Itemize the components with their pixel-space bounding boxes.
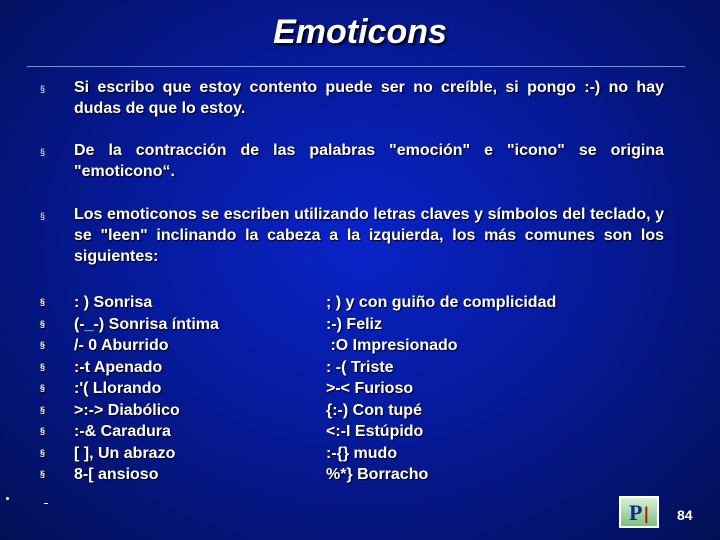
presentation-logo-icon: [619, 496, 659, 528]
list-item: : -( Triste: [326, 358, 394, 376]
bullet-icon: §: [40, 469, 46, 479]
bullet-icon: §: [40, 361, 46, 372]
bullet-icon: §: [40, 404, 46, 415]
bullet-icon: §: [40, 318, 46, 329]
bullet-icon: §: [40, 211, 46, 221]
slide-title: Emoticons: [273, 13, 447, 51]
list-bullets: [40, 292, 45, 486]
bullet-icon: §: [40, 383, 46, 393]
paragraph-3: Los emoticonos se escriben utilizando letras claves y símbolos del teclado, y se "leen" inclinando la cabeza a la izquierda, los más comunes son los siguientes:: [74, 206, 664, 265]
list-item: :-) Feliz: [326, 315, 382, 333]
corner-dot: [6, 497, 9, 500]
list-item: >:-> Diabólico: [74, 401, 180, 419]
paragraph-2: De la contracción de las palabras "emoción" e "icono" se origina "emoticono“.: [74, 142, 664, 180]
list-item: :'( Llorando: [74, 380, 162, 397]
title-divider: [27, 66, 685, 67]
bullet-icon: §: [40, 340, 46, 350]
emoticon-list-right: [326, 292, 556, 486]
paragraph-1: Si escribo que estoy contento puede ser no creíble, si pongo :-) no hay dudas de que lo estoy.: [74, 79, 664, 117]
list-item: (-_-) Sonrisa íntima: [74, 315, 219, 333]
list-item: [ ], Un abrazo: [74, 444, 176, 462]
page-number: 84: [677, 507, 693, 523]
list-item: ; ) y con guiño de complicidad: [326, 294, 557, 311]
list-item: :-t Apenado: [74, 358, 163, 376]
list-item: : ) Sonrisa: [74, 294, 153, 311]
bullet-icon: §: [40, 447, 46, 458]
list-item: :-& Caradura: [74, 423, 171, 440]
list-item: {:-) Con tupé: [326, 401, 422, 419]
list-item: <:-I Estúpido: [326, 423, 424, 440]
list-item: /- 0 Aburrido: [74, 337, 169, 354]
list-item: 8-[ ansioso: [74, 466, 159, 483]
bullet-icon: §: [40, 426, 46, 436]
list-item: %*} Borracho: [326, 466, 429, 483]
bullet-icon: §: [40, 147, 46, 157]
list-item: :-{} mudo: [326, 444, 398, 462]
logo-mark: ❘: [639, 506, 653, 523]
logo-letter: P: [629, 500, 643, 525]
corner-dash: [44, 503, 48, 504]
emoticon-list-left: [74, 292, 219, 486]
list-item: >-< Furioso: [326, 380, 414, 397]
bullet-icon: §: [40, 84, 46, 94]
list-item: :O Impresionado: [326, 337, 458, 354]
bullet-icon: §: [40, 297, 46, 307]
